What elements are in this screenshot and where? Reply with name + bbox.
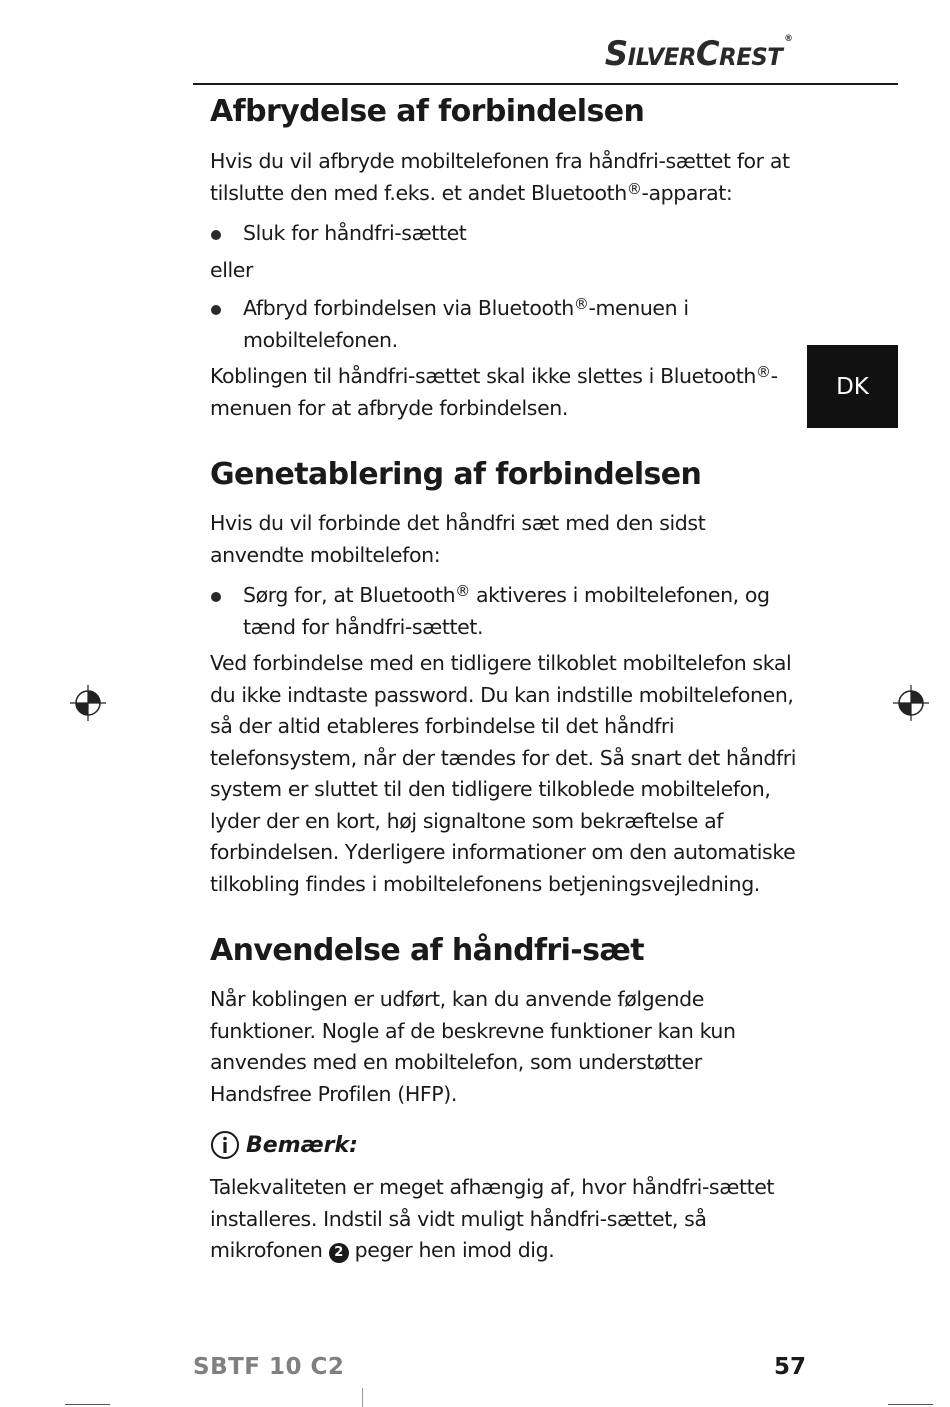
note-header (210, 1130, 800, 1160)
section-heading-reconnect: Genetablering af forbindelsen (210, 457, 702, 492)
bullet-icon (211, 230, 221, 240)
paragraph: Hvis du vil forbinde det håndfri sæt med den sidst anvendte mobiltelefon: (210, 511, 706, 567)
crop-mark (888, 1404, 933, 1405)
section-heading-usage: Anvendelse af håndfri-sæt (210, 933, 644, 968)
paragraph: Hvis du vil afbryde mobiltelefonen fra håndfri-sættet for at tilslutte den med f.eks. et andet Bluetooth®-apparat: (210, 149, 790, 205)
header-rule (193, 83, 898, 85)
paragraph: Når koblingen er udført, kan du anvende følgende funktioner. Nogle af de beskrevne funktioner kan kun anvendes med en mobiltelefon, som understøtter Handsfree Profilen (HFP). (210, 987, 736, 1106)
note-title: Bemærk: (246, 1132, 358, 1158)
brand-logo: SilverCrest ® (604, 34, 792, 74)
registration-mark-icon (893, 685, 929, 721)
bullet-icon (211, 592, 221, 602)
page-number: 57 (773, 1354, 806, 1380)
list-item: Afbryd forbindelsen via Bluetooth®-menuen i mobiltelefonen. (210, 293, 800, 356)
paragraph-or: eller (210, 257, 254, 282)
list-item: Sørg for, at Bluetooth® aktiveres i mobiltelefonen, og tænd for håndfri-sættet. (210, 580, 800, 643)
crop-mark (362, 1388, 363, 1407)
bullet-icon (211, 305, 221, 315)
list-item: Sluk for håndfri-sættet (210, 218, 800, 250)
footer-model: SBTF 10 C2 (193, 1354, 345, 1380)
paragraph: Koblingen til håndfri-sættet skal ikke slettes i Bluetooth®-menuen for at afbryde forbindelsen. (210, 363, 778, 420)
registration-mark-icon (70, 685, 106, 721)
section-heading-disconnect: Afbrydelse af forbindelsen (210, 94, 645, 129)
page-content (210, 92, 800, 1267)
bullet-list (210, 218, 800, 250)
part-number-badge: 2 (329, 1243, 349, 1263)
bullet-list (210, 580, 800, 643)
language-tab-label: DK (836, 373, 869, 400)
info-icon (210, 1130, 240, 1160)
crop-mark (65, 1404, 110, 1405)
paragraph: Ved forbindelse med en tidligere tilkoblet mobiltelefon skal du ikke indtaste password. Du kan indstille mobiltelefonen, så der altid etableres forbindelse til det håndfri telefonsystem, når der tændes for det. Så snart det håndfri system er sluttet til den tidligere tilkoblede mobiltelefon, lyder der en kort, høj signaltone som bekræftelse af forbindelsen. Yderligere informationer om den automatiske tilkobling findes i mobiltelefonens betjeningsvejledning. (210, 651, 797, 896)
bullet-list (210, 293, 800, 356)
language-tab (807, 345, 898, 428)
note-paragraph: Talekvaliteten er meget afhængig af, hvor håndfri-sættet installeres. Indstil så vidt muligt håndfri-sættet, så mikrofonen 2 peger hen imod dig. (210, 1175, 775, 1262)
